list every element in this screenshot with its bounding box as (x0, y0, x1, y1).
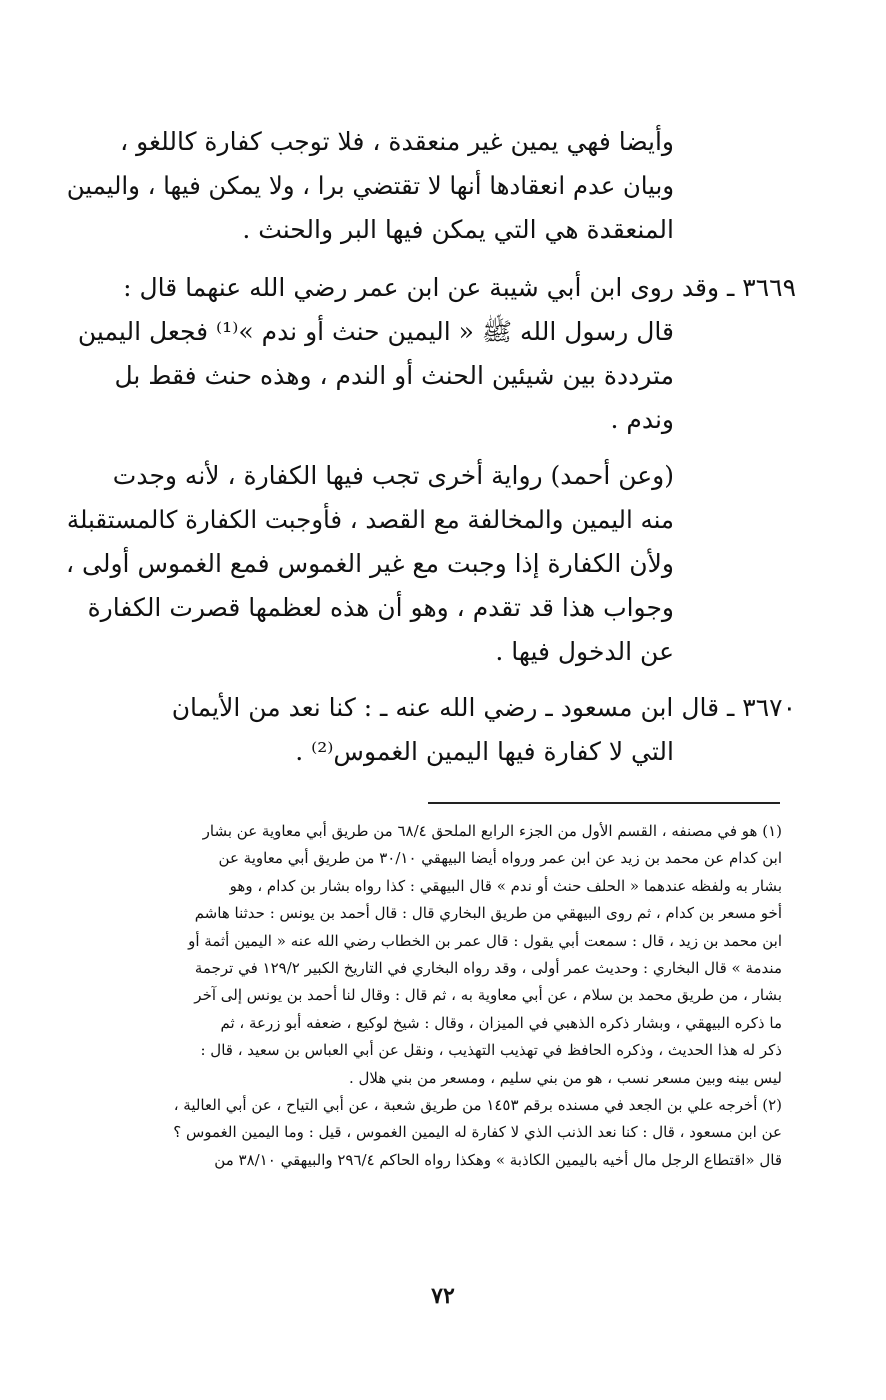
footnote-line: ما ذكره البيهقي ، وبشار ذكره الذهبي في الميزان ، وقال : شيخ لوكيع ، ضعفه أبو زرعة ، ثم (220, 1013, 782, 1032)
footnote-line: قال «اقتطاع الرجل مال أخيه باليمين الكاذبة » وهكذا رواه الحاكم ٢٩٦/٤ والبيهقي ٣٨/١٠ من (214, 1150, 782, 1169)
entry-3670-body (54, 730, 674, 774)
footnote-line: بشار به ولفظه عندهما « الحلف حنث أو ندم » قال البيهقي : كذا رواه بشار بن كدام ، وهو (229, 876, 782, 895)
text-line: (وعن أحمد) رواية أخرى تجب فيها الكفارة ، لأنه وجدت (112, 461, 674, 490)
text-line: ـ قال ابن مسعود ـ رضي الله عنه ـ : كنا نعد من الأيمان (171, 693, 735, 722)
text-line: عن الدخول فيها . (495, 637, 674, 666)
paragraph-1 (54, 120, 674, 252)
text-line: مترددة بين شيئين الحنث أو الندم ، وهذه حنث فقط بل (114, 361, 674, 390)
entry-3670 (56, 686, 796, 730)
text-line: ـ وقد روى ابن أبي شيبة عن ابن عمر رضي الله عنهما قال : (123, 273, 735, 302)
footnote-separator (428, 802, 780, 804)
text-line: التي لا كفارة فيها اليمين الغموس⁽²⁾ . (295, 737, 674, 766)
text-line: قال رسول الله ﷺ « اليمين حنث أو ندم »⁽¹⁾ فجعل اليمين (77, 317, 674, 346)
text-line: منه اليمين والمخالفة مع القصد ، فأوجبت الكفارة كالمستقبلة (66, 505, 674, 534)
footnote-line: (١) هو في مصنفه ، القسم الأول من الجزء الرابع الملحق ٦٨/٤ من طريق أبي معاوية عن بشار (202, 822, 782, 840)
footnote-line: ابن محمد بن زيد ، قال : سمعت أبي يقول : قال عمر بن الخطاب رضي الله عنه « اليمين أثمة أو (188, 931, 782, 950)
text-line: وبيان عدم انعقادها أنها لا تقتضي برا ، ولا يمكن فيها ، واليمين (66, 171, 674, 200)
entry-number: ٣٦٦٩ (742, 273, 796, 302)
footnote-line: ليس بينه وبين مسعر نسب ، هو من بني سليم ، ومسعر من بني هلال . (349, 1068, 782, 1087)
footnotes (82, 818, 782, 1174)
footnote-line: ابن كدام عن محمد بن زيد عن ابن عمر ورواه أيضا البيهقي ٣٠/١٠ من طريق أبي معاوية عن (218, 849, 782, 868)
text-line: وجواب هذا قد تقدم ، وهو أن هذه لعظمها قصرت الكفارة (87, 593, 674, 622)
footnote-line: مندمة » قال البخاري : وحديث عمر أولى ، وقد رواه البخاري في التاريخ الكبير ١٢٩/٢ في ترجمة (194, 959, 782, 978)
footnote-line: بشار ، من طريق محمد بن سلام ، عن أبي معاوية به ، ثم قال : وقال لنا أحمد بن يونس إلى آخر (194, 986, 782, 1005)
entry-3669-body (54, 310, 674, 442)
footnote-line: (٢) أخرجه علي بن الجعد في مسنده برقم ١٤٥٣ من طريق شعبة ، عن أبي التياح ، عن أبي العالية ، (173, 1096, 782, 1115)
paragraph-2 (54, 454, 674, 674)
text-line: وندم . (610, 405, 674, 434)
text-line: وأيضا فهي يمين غير منعقدة ، فلا توجب كفارة كاللغو ، (120, 127, 674, 156)
text-line: المنعقدة هي التي يمكن فيها البر والحنث . (242, 215, 674, 244)
footnote-line: عن ابن مسعود ، قال : كنا نعد الذنب الذي لا كفارة له اليمين الغموس ، قيل : وما اليمين الغموس ؟ (173, 1123, 782, 1142)
entry-first-line (56, 266, 796, 310)
page-number: ٧٢ (431, 1283, 455, 1309)
entry-3669 (56, 266, 796, 310)
entry-first-line (56, 686, 796, 730)
footnote-line: ذكر له هذا الحديث ، وذكره الحافظ في تهذيب التهذيب ، ونقل عن أبي العباس بن سعيد ، قال : (200, 1041, 782, 1060)
footnote-line: أخو مسعر بن كدام ، ثم روى البيهقي من طريق البخاري قال : قال أحمد بن يونس : حدثنا هاشم (194, 904, 782, 923)
text-line: ولأن الكفارة إذا وجبت مع غير الغموس فمع الغموس أولى ، (66, 549, 674, 578)
entry-number: ٣٦٧٠ (742, 693, 796, 722)
